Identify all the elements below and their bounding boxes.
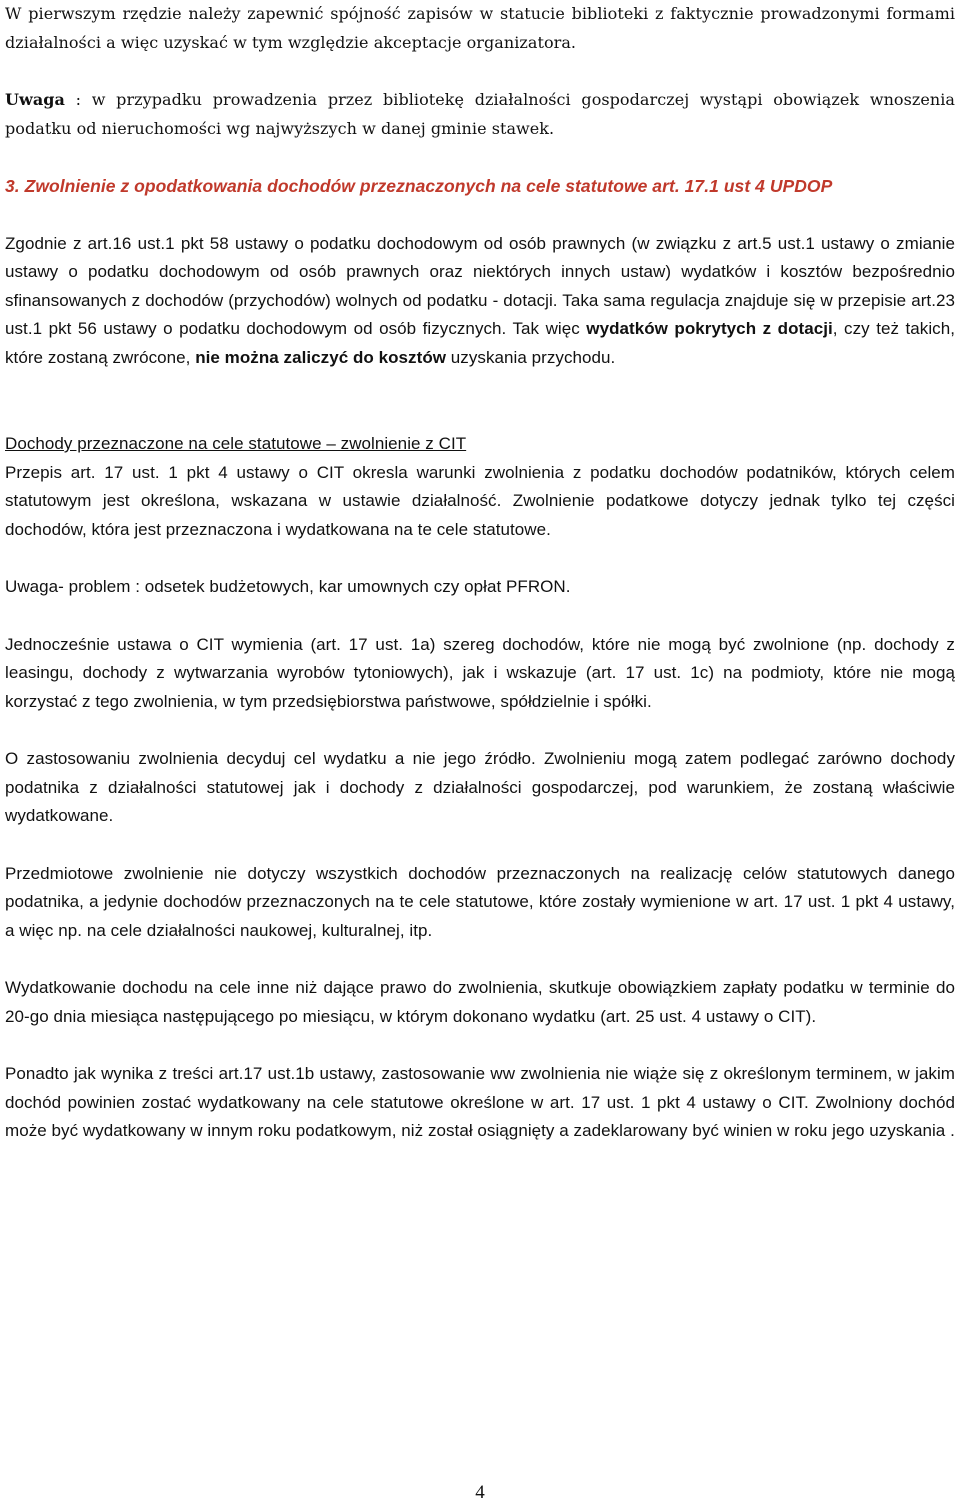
costs-text-3: uzyskania przychodu. [446, 347, 616, 367]
paragraph-cit-exclusions: Jednocześnie ustawa o CIT wymienia (art. 17 ust. 1a) szereg dochodów, które nie mogą być zwolnione (np. dochody z leasingu, dochody z wytwarzania wyrobów tytoniowych), jak i wskazuje (art. 17 ust. 1c) na podmioty, które nie mogą korzystać z tego zwolnienia, w tym przedsiębiorstwa państwowe, spółdzielnie i spółki. [5, 634, 955, 711]
paragraph-costs [5, 230, 955, 373]
paragraph-scope: Przedmiotowe zwolnienie nie dotyczy wszystkich dochodów przeznaczonych na realizację celów statutowych danego podatnika, a jedynie dochodów przeznaczonych na te cele statutowe, które zostały wymienione w art. 17 ust. 1 pkt 4 ustawy, a więc np. na cele działalności naukowej, kulturalnej, itp. [5, 863, 955, 940]
paragraph-cit-conditions: Przepis art. 17 ust. 1 pkt 4 ustawy o CIT okresla warunki zwolnienia z podatku dochodów podatników, których celem statutowym jest określona, wskazana w ustawie działalność. Zwolnienie podatkowe dotyczy jednak tylko tej części dochodów, która jest przeznaczona i wydatkowana na te cele statutowe. [5, 462, 955, 539]
section-heading-3: 3. Zwolnienie z opodatkowania dochodów przeznaczonych na cele statutowe art. 17.1 ust 4 UPDOP [5, 176, 833, 196]
paragraph-statute: W pierwszym rzędzie należy zapewnić spójność zapisów w statucie biblioteki z faktycznie prowadzonymi formami działalności a więc uzyskać w tym względzie akceptacje organizatora. [5, 4, 955, 52]
paragraph-problem-note: Uwaga- problem : odsetek budżetowych, kar umownych czy opłat PFRON. [5, 577, 571, 596]
note-label: Uwaga [5, 90, 65, 109]
page-number: 4 [475, 1482, 485, 1503]
heading-cit-text: Dochody przeznaczone na cele statutowe – zwolnienie z CIT [5, 434, 467, 453]
costs-text-2: , czy też takich, które zostaną zwrócone, [5, 319, 955, 367]
paragraph-note-property-tax [5, 86, 955, 143]
costs-bold-2: nie można zaliczyć do kosztów [195, 347, 447, 367]
paragraph-term: Ponadto jak wynika z treści art.17 ust.1b ustawy, zastosowanie ww zwolnienia nie wiąże się z określonym terminem, w jakim dochód powinien zostać wydatkowany na cele statutowe określone w art. 17 ust. 1 pkt 4 ustawy o CIT. Zwolniony dochód może być wydatkowany w innym roku podatkowym, niż został osiągnięty a zadeklarowany być winien w roku jego uzyskania . [5, 1064, 955, 1140]
costs-bold-1: wydatków pokrytych z dotacji [586, 319, 833, 338]
paragraph-purpose: O zastosowaniu zwolnienia decyduj cel wydatku a nie jego źródło. Zwolnieniu mogą zatem podlegać zarówno dochody podatnika z działalności statutowej jak i dochody z działalności gospodarczej, pod warunkiem, że zostaną właściwie wydatkowane. [5, 749, 955, 825]
paragraph-spending-other: Wydatkowanie dochodu na cele inne niż dające prawo do zwolnienia, skutkuje obowiązkiem zapłaty podatku w terminie do 20-go dnia miesiąca następującego po miesiącu, w którym dokonano wydatku (art. 25 ust. 4 ustawy o CIT). [5, 978, 955, 1026]
document-page [5, 0, 955, 1146]
costs-text-1: Zgodnie z art.16 ust.1 pkt 58 ustawy o podatku dochodowym od osób prawnych (w związku z art.5 ust.1 ustawy o zmianie ustawy o podatku dochodowym od osób prawnych oraz niektórych innych ustaw) wydatków i kosztów bezpośrednio sfinansowanych z dochodów (przychodów) wolnych od podatku - dotacji. Taka sama regulacja znajduje się w przepisie art.23 ust.1 pkt 56 ustawy o podatku dochodowym od osób fizycznych. Tak więc [5, 233, 955, 338]
heading-cit-exemption [5, 430, 955, 459]
note-text: : w przypadku prowadzenia przez bibliotekę działalności gospodarczej wystąpi obowiązek wnoszenia podatku od nieruchomości wg najwyższych w danej gminie stawek. [5, 90, 955, 138]
